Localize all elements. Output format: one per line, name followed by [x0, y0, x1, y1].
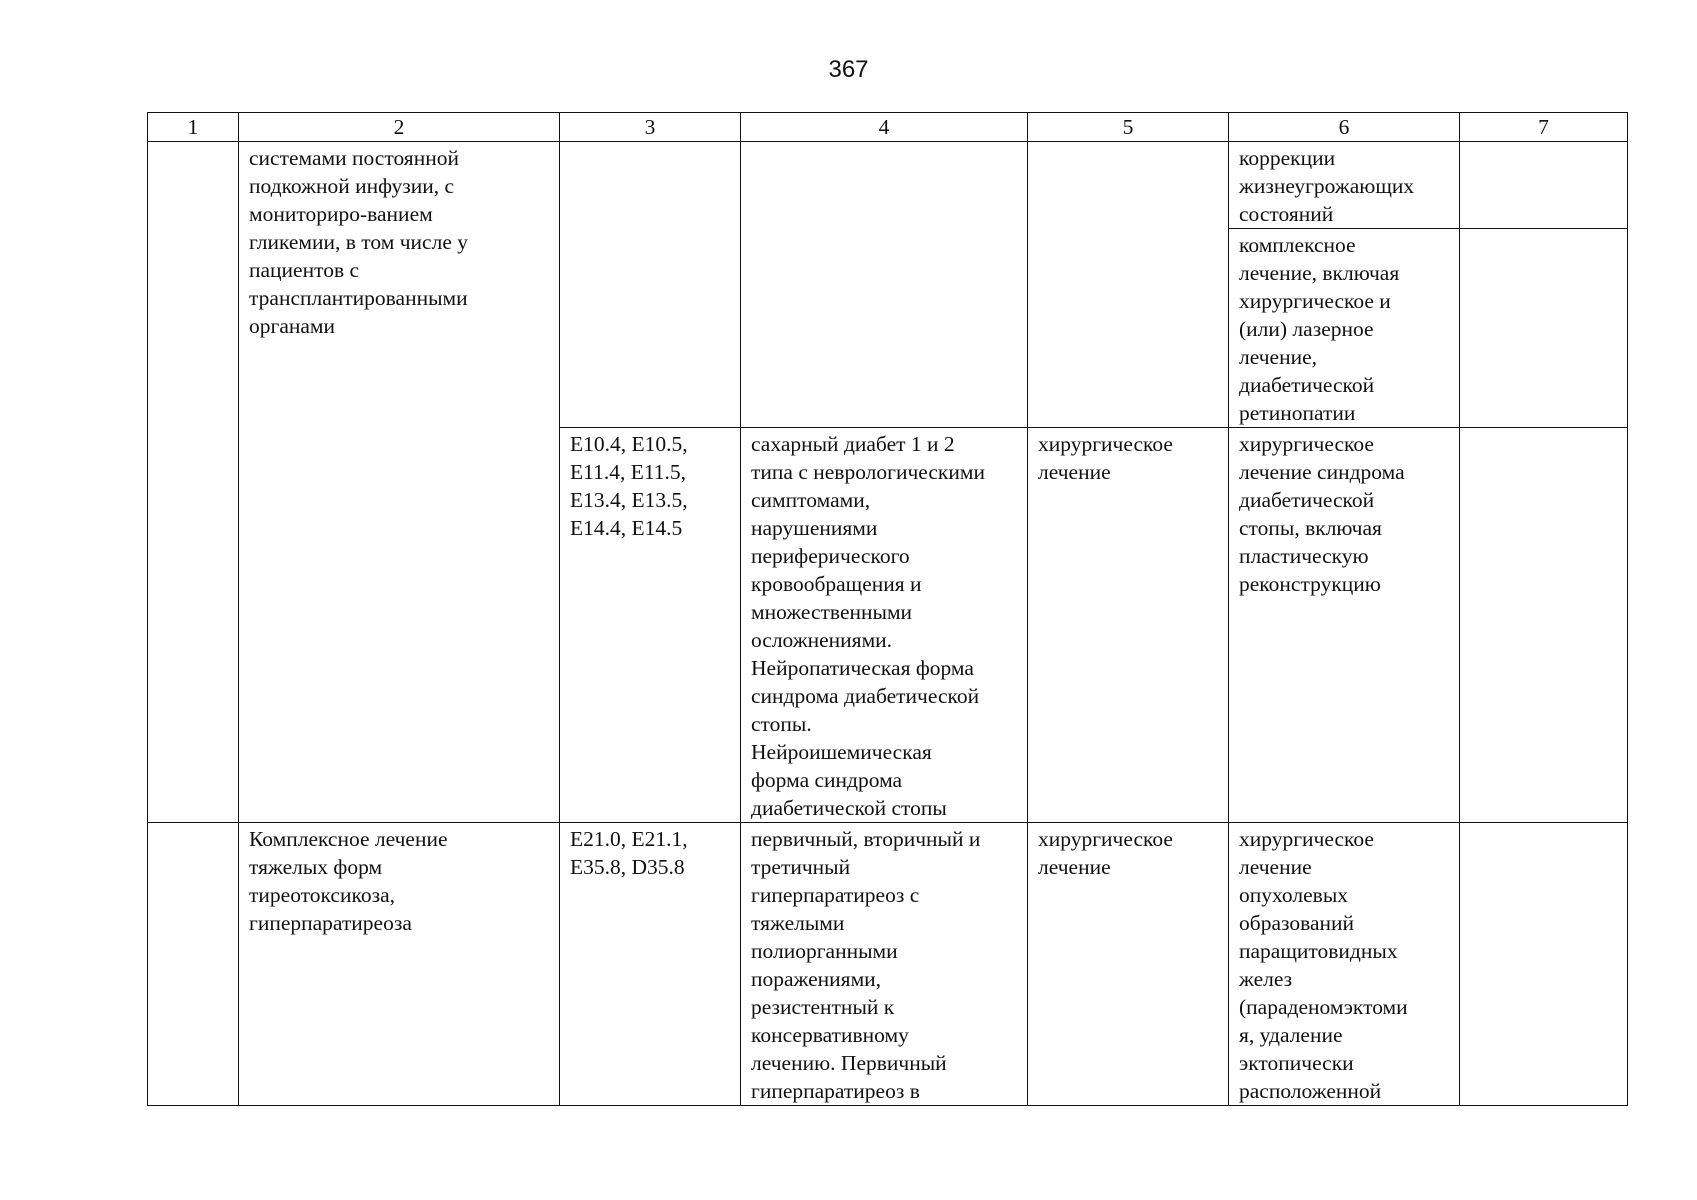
column-header: 2 [239, 113, 560, 142]
column-header: 7 [1460, 113, 1628, 142]
table-cell: Комплексное лечение тяжелых форм тиреотоксикоза, гиперпаратиреоза [239, 823, 560, 1106]
table-cell [1460, 142, 1628, 229]
table-cell [148, 142, 239, 823]
column-header: 6 [1229, 113, 1460, 142]
column-header: 3 [560, 113, 741, 142]
table-cell: хирургическое лечение [1028, 823, 1229, 1106]
table-cell [1460, 428, 1628, 823]
table-cell [1028, 142, 1229, 428]
page-number: 367 [828, 56, 869, 83]
table-cell: сахарный диабет 1 и 2 типа с неврологическими симптомами, нарушениями периферического кровообращения и множественными осложнениями. Нейропатическая форма синдрома диабетической стопы. Нейроишемическая форма синдрома диабетической стопы [741, 428, 1028, 823]
table-cell [148, 823, 239, 1106]
column-header: 1 [148, 113, 239, 142]
table-row [148, 142, 1628, 229]
table-cell: E21.0, E21.1, E35.8, D35.8 [560, 823, 741, 1106]
table-cell: комплексное лечение, включая хирургическое и (или) лазерное лечение, диабетической ретинопатии [1229, 229, 1460, 428]
table-header-row [148, 113, 1628, 142]
table-cell [741, 142, 1028, 428]
table-cell: хирургическое лечение синдрома диабетической стопы, включая пластическую реконструкцию [1229, 428, 1460, 823]
document-table [147, 112, 1628, 1106]
column-header: 5 [1028, 113, 1229, 142]
table-cell [560, 142, 741, 428]
table-cell [1460, 823, 1628, 1106]
table-cell: хирургическое лечение опухолевых образований паращитовидных желез (параденомэктоми я, удаление эктопически расположенной [1229, 823, 1460, 1106]
table-cell: системами постоянной подкожной инфузии, с мониториро-ванием гликемии, в том числе у пациентов с трансплантированными органами [239, 142, 560, 823]
table-cell: E10.4, E10.5, E11.4, E11.5, E13.4, E13.5, E14.4, E14.5 [560, 428, 741, 823]
table-row [148, 823, 1628, 1106]
table-cell: хирургическое лечение [1028, 428, 1229, 823]
table-cell: первичный, вторичный и третичный гиперпаратиреоз с тяжелыми полиорганными поражениями, резистентный к консервативному лечению. Первичный гиперпаратиреоз в [741, 823, 1028, 1106]
table-cell [1460, 229, 1628, 428]
table-cell: коррекции жизнеугрожающих состояний [1229, 142, 1460, 229]
column-header: 4 [741, 113, 1028, 142]
